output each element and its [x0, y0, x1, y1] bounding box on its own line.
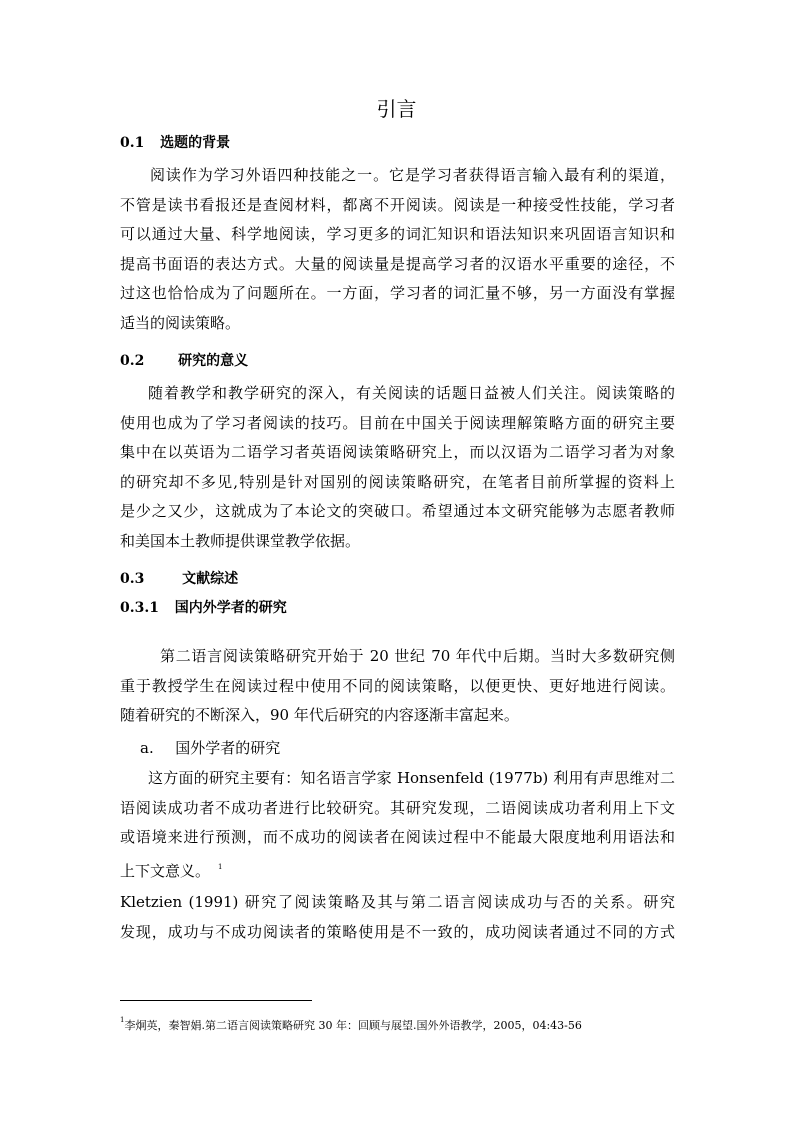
section-number: 0.1	[120, 135, 145, 151]
footnote-separator	[120, 1000, 312, 1001]
footnote-reference: 1	[218, 862, 223, 871]
list-item-a	[140, 738, 280, 758]
section-number: 0.3.1	[120, 600, 159, 616]
section-title: 文献综述	[182, 571, 239, 587]
footnote	[120, 1013, 582, 1033]
paragraph-line: 语阅读成功者不成功者进行比较研究。其研究发现，二语阅读成功者利用上下文	[120, 798, 675, 817]
section-title: 研究的意义	[178, 353, 249, 369]
paragraph-line: 的研究却不多见,特别是针对国别的阅读策略研究，在笔者目前所掌握的资料上	[120, 472, 675, 491]
paragraph-line-text: 上下文意义。	[120, 861, 211, 880]
section-heading-0-3-1	[120, 598, 287, 618]
section-title: 选题的背景	[160, 135, 231, 151]
page-title: 引言	[376, 97, 417, 121]
section-heading-0-3	[120, 569, 238, 589]
paragraph-line	[120, 853, 675, 883]
paragraph-line: 提高书面语的表达方式。大量的阅读量是提高学习者的汉语水平重要的途径，不	[120, 254, 675, 273]
paragraph-line: 或语境来进行预测，而不成功的阅读者在阅读过程中不能最大限度地利用语法和	[120, 828, 675, 846]
paragraph-significance	[120, 379, 675, 556]
paragraph-line: 过这也恰恰成为了问题所在。一方面，学习者的词汇量不够，另一方面没有掌握	[120, 284, 675, 302]
list-marker: a.	[140, 739, 154, 757]
paragraph-kletzien	[120, 888, 675, 947]
paragraph-line: 可以通过大量、科学地阅读，学习更多的词汇知识和语法知识来巩固语言知识和	[120, 225, 675, 243]
paragraph-line: 是少之又少，这就成为了本论文的突破口。希望通过本文研究能够为志愿者教师	[120, 502, 675, 520]
paragraph-line: 使用也成为了学习者阅读的技巧。目前在中国关于阅读理解策略方面的研究主要	[120, 413, 675, 432]
footnote-text: 李炯英，秦智娟.第二语言阅读策略研究 30 年：回顾与展望.国外外语教学，2005，04:43-56	[124, 1019, 582, 1032]
paragraph-line: 阅读作为学习外语四种技能之一。它是学习者获得语言输入最有利的渠道，	[150, 166, 675, 184]
section-heading-0-2	[120, 351, 248, 371]
paragraph-line: 集中在以英语为二语学习者英语阅读策略研究上，而以汉语为二语学习者为对象	[120, 443, 675, 461]
paragraph-line: 适当的阅读策略。	[120, 313, 241, 332]
list-item-text: 国外学者的研究	[175, 739, 281, 757]
section-number: 0.3	[120, 571, 145, 587]
paragraph-line: 重于教授学生在阅读过程中使用不同的阅读策略，以便更快、更好地进行阅读。	[120, 676, 675, 695]
paragraph-line: 不管是读书看报还是查阅材料，都离不开阅读。阅读是一种接受性技能，学习者	[120, 195, 675, 214]
section-title: 国内外学者的研究	[174, 600, 287, 616]
paragraph-line: 第二语言阅读策略研究开始于 20 世纪 70 年代中后期。当时大多数研究侧	[160, 647, 675, 665]
footnote-mark: 1	[120, 1016, 125, 1024]
paragraph-line: 随着教学和教学研究的深入，有关阅读的话题日益被人们关注。阅读策略的	[148, 384, 675, 402]
paragraph-line: 和美国本土教师提供课堂教学依据。	[120, 531, 361, 550]
paragraph-research-intro	[120, 642, 675, 731]
paragraph-line: 这方面的研究主要有：知名语言学家 Honsenfeld (1977b) 利用有声思维对二	[148, 769, 675, 787]
paragraph-line: 随着研究的不断深入，90 年代后研究的内容逐渐丰富起来。	[120, 706, 519, 724]
paragraph-background	[120, 161, 675, 338]
paragraph-line: 发现，成功与不成功阅读者的策略使用是不一致的，成功阅读者通过不同的方式	[120, 922, 675, 941]
section-number: 0.2	[120, 353, 145, 369]
section-heading-0-1	[120, 133, 230, 153]
paragraph-foreign-research	[120, 764, 675, 882]
paragraph-line: Kletzien (1991) 研究了阅读策略及其与第二语言阅读成功与否的关系。研究	[120, 893, 675, 911]
